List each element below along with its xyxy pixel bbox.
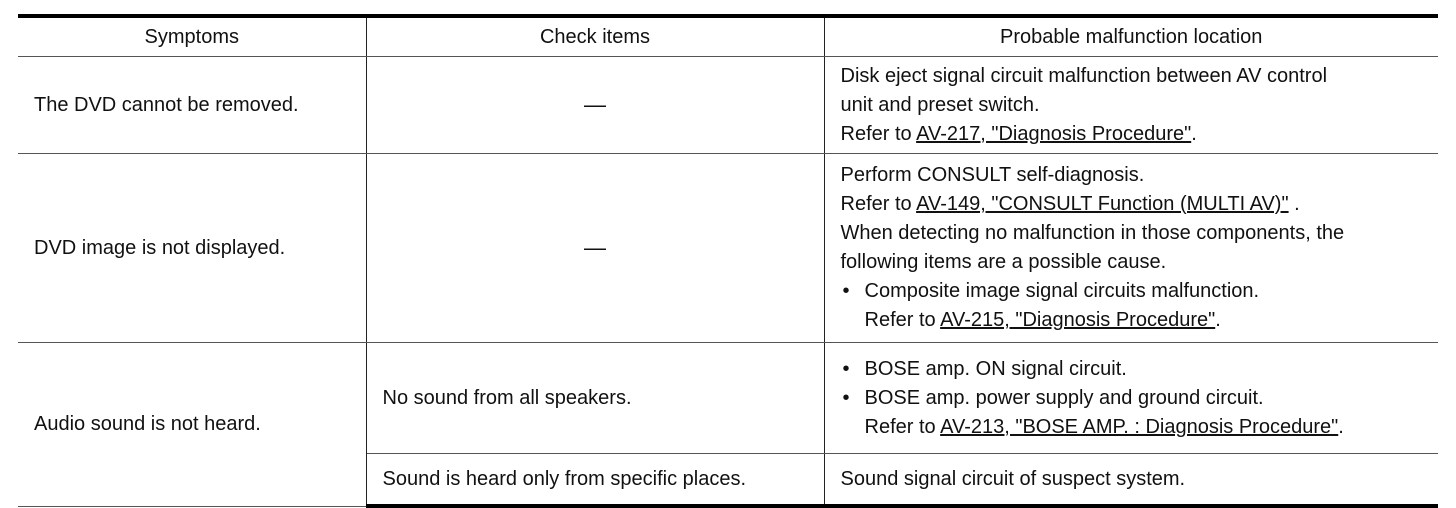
refer-suffix: .	[1338, 415, 1344, 438]
reference-link-av-213[interactable]: AV-213, "BOSE AMP. : Diagnosis Procedure"	[940, 415, 1339, 438]
location-cell	[824, 454, 1438, 507]
check-cell: Sound is heard only from specific places.	[366, 454, 824, 507]
bullet-text: Composite image signal circuits malfunction.	[864, 280, 1260, 302]
table-row	[18, 57, 1438, 154]
header-probable-location: Probable malfunction location	[824, 16, 1438, 57]
refer-suffix: .	[1191, 122, 1197, 145]
table-row	[18, 343, 1438, 454]
reference-link-av-149[interactable]: AV-149, "CONSULT Function (MULTI AV)"	[916, 193, 1289, 215]
refer-suffix: .	[1288, 193, 1300, 215]
reference-link-av-217[interactable]: AV-217, "Diagnosis Procedure"	[916, 122, 1192, 145]
location-cell	[824, 154, 1438, 343]
location-text: Disk eject signal circuit malfunction between AV control	[840, 64, 1328, 87]
location-text: following items are a possible cause.	[840, 251, 1167, 273]
refer-prefix: Refer to	[840, 193, 917, 215]
refer-line	[841, 413, 1431, 442]
location-cell	[824, 343, 1438, 454]
symptom-cell: Audio sound is not heard.	[18, 343, 366, 507]
bullet-text: BOSE amp. ON signal circuit.	[864, 357, 1127, 380]
refer-line	[841, 306, 1431, 335]
location-text: unit and preset switch.	[840, 93, 1040, 116]
location-text: When detecting no malfunction in those components, the	[840, 222, 1345, 244]
table-header-row	[18, 16, 1438, 57]
refer-prefix: Refer to	[840, 122, 917, 145]
check-cell	[366, 57, 824, 154]
symptom-cell: The DVD cannot be removed.	[18, 57, 366, 154]
bullet-text: BOSE amp. power supply and ground circuit.	[864, 386, 1264, 409]
bullet-icon: •	[842, 280, 850, 302]
check-cell: No sound from all speakers.	[366, 343, 824, 454]
bullet-item	[841, 384, 1431, 413]
location-text: Sound signal circuit of suspect system.	[840, 467, 1186, 490]
location-cell	[824, 57, 1438, 154]
refer-prefix: Refer to	[864, 415, 941, 438]
header-symptoms: Symptoms	[18, 16, 366, 57]
bullet-icon: •	[842, 357, 850, 380]
table-row	[18, 154, 1438, 343]
diagnosis-table-page	[18, 14, 1438, 508]
symptom-cell: DVD image is not displayed.	[18, 154, 366, 343]
refer-line	[841, 190, 1431, 219]
bullet-item	[841, 355, 1431, 384]
refer-prefix: Refer to	[864, 309, 941, 331]
location-text: Perform CONSULT self-diagnosis.	[840, 164, 1145, 186]
bullet-item	[841, 277, 1431, 306]
refer-line	[841, 120, 1431, 149]
header-check-items: Check items	[366, 16, 824, 57]
dash-mark: —	[584, 234, 606, 260]
refer-suffix: .	[1215, 309, 1221, 331]
dash-mark: —	[584, 91, 606, 117]
reference-link-av-215[interactable]: AV-215, "Diagnosis Procedure"	[940, 309, 1216, 331]
bullet-icon: •	[842, 386, 850, 409]
symptom-diagnosis-table	[18, 14, 1438, 508]
check-cell	[366, 154, 824, 343]
